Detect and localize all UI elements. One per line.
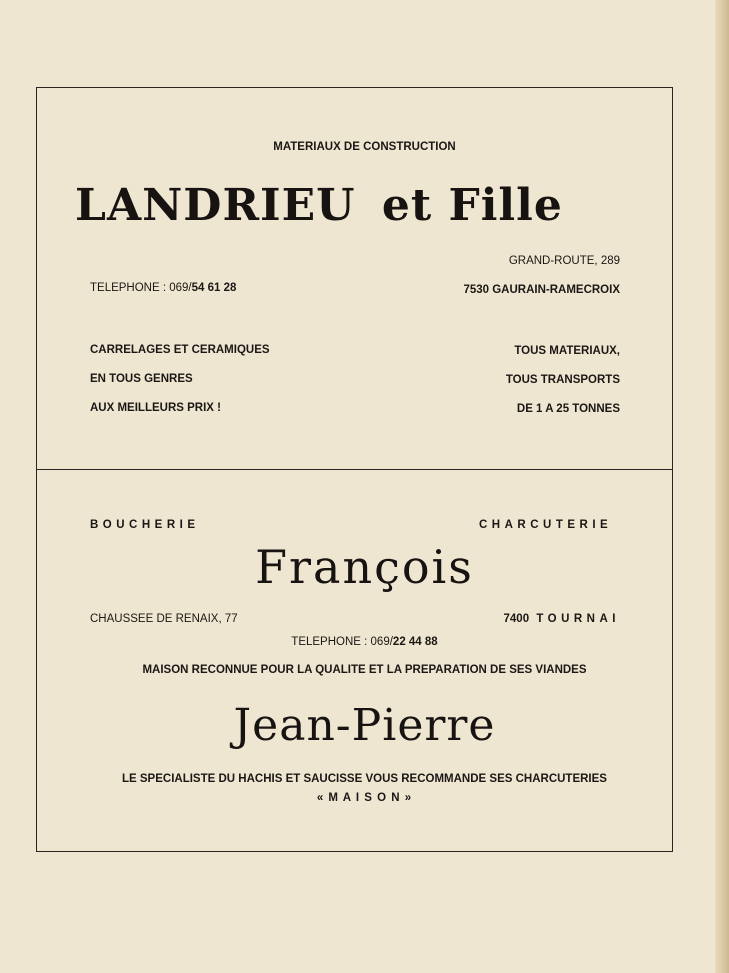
ad2-address-street: CHAUSSEE DE RENAIX, 77	[90, 613, 238, 625]
ad1-left-line: AUX MEILLEURS PRIX !	[90, 402, 221, 414]
section-divider	[36, 469, 673, 470]
ad2-postcode: 7400	[503, 613, 530, 625]
ad2-name-jean-pierre: Jean-Pierre	[233, 700, 496, 751]
ad1-telephone-label: TELEPHONE : 069/	[90, 282, 192, 294]
ad2-specialist-line: LE SPECIALISTE DU HACHIS ET SAUCISSE VOUS RECOMMANDE SES CHARCUTERIES	[122, 773, 607, 785]
ad1-address-city: 7530 GAURAIN-RAMECROIX	[463, 284, 620, 296]
ad2-telephone-label: TELEPHONE : 069/	[291, 636, 393, 648]
ad1-left-line: EN TOUS GENRES	[90, 373, 193, 385]
ad1-right-line: DE 1 A 25 TONNES	[516, 403, 620, 415]
ad2-label-boucherie: BOUCHERIE	[90, 519, 200, 531]
ad2-name-francois: François	[255, 540, 474, 594]
ad1-subtitle: MATERIAUX DE CONSTRUCTION	[273, 141, 456, 153]
ad1-name-main: LANDRIEU	[75, 180, 356, 231]
ad2-label-charcuterie: CHARCUTERIE	[479, 519, 613, 531]
ad2-telephone-number: 22 44 88	[392, 636, 438, 648]
ad1-right-line: TOUS TRANSPORTS	[505, 374, 620, 386]
ad2-city: TOURNAI	[536, 613, 620, 625]
ad1-name-suffix: et Fille	[381, 180, 563, 231]
ad2-slogan: MAISON RECONNUE POUR LA QUALITE ET LA PREPARATION DE SES VIANDES	[142, 664, 587, 676]
ad2-telephone	[0, 636, 729, 648]
ad1-company-name	[75, 180, 563, 231]
ad1-address-street: GRAND-ROUTE, 289	[508, 255, 620, 267]
ad1-telephone	[90, 282, 236, 294]
ad1-right-line: TOUS MATERIAUX,	[514, 345, 620, 357]
ad1-telephone-number: 54 61 28	[191, 282, 237, 294]
ad2-city-line	[504, 613, 620, 625]
ad1-left-line: CARRELAGES ET CERAMIQUES	[90, 344, 270, 356]
ad2-maison: « M A I S O N »	[316, 792, 413, 804]
